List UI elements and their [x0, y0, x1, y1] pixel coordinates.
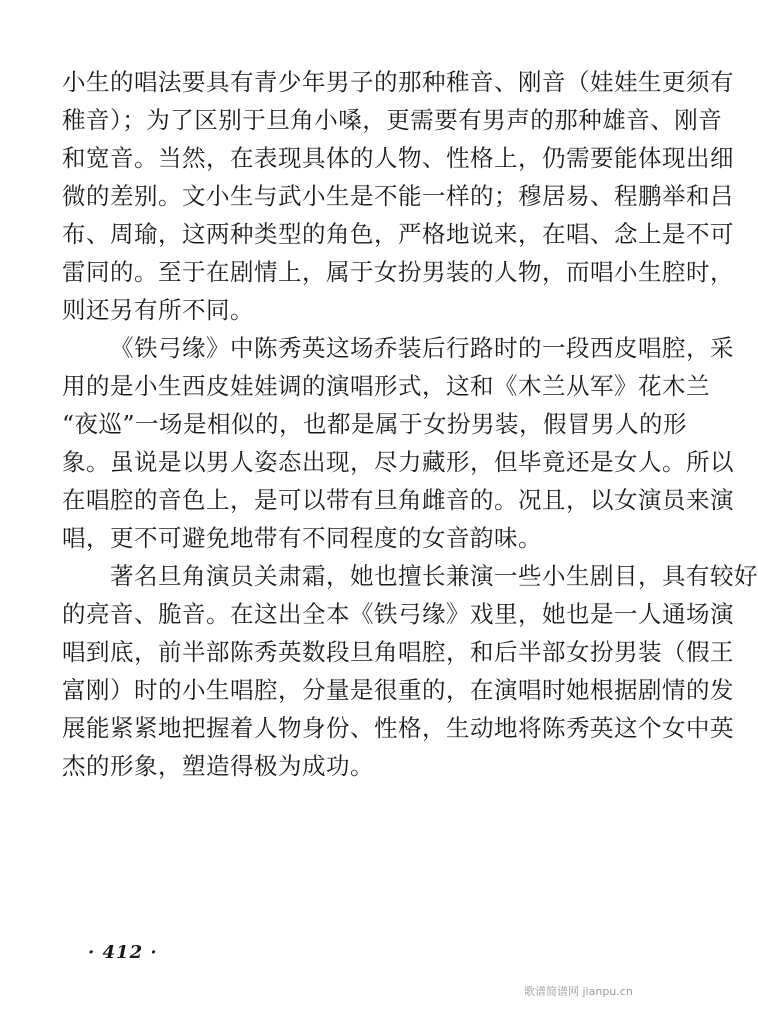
- text-line: 唱到底，前半部陈秀英数段旦角唱腔，和后半部女扮男装（假王: [62, 638, 734, 666]
- text-line: 稚音）；为了区别于旦角小嗓，更需要有男声的那种雄音、刚音: [62, 106, 723, 134]
- text-line: 和宽音。当然，在表现具体的人物、性格上，仍需要能体现出细: [62, 144, 734, 172]
- text-line: 微的差别。文小生与武小生是不能一样的；穆居易、程鹏举和吕: [62, 182, 734, 210]
- text-line: 用的是小生西皮娃娃调的演唱形式，这和《木兰从军》花木兰: [62, 372, 710, 400]
- text-line: 富刚）时的小生唱腔，分量是很重的，在演唱时她根据剧情的发: [62, 676, 734, 704]
- text-line: 杰的形象，塑造得极为成功。: [62, 752, 374, 780]
- text-line: “夜巡”一场是相似的，也都是属于女扮男装，假冒男人的形: [62, 410, 688, 438]
- text-line: 展能紧紧地把握着人物身份、性格，生动地将陈秀英这个女中英: [62, 714, 734, 742]
- text-line: 布、周瑜，这两种类型的角色，严格地说来，在唱、念上是不可: [62, 220, 734, 248]
- text-line: 在唱腔的音色上，是可以带有旦角雌音的。况且，以女演员来演: [62, 486, 734, 514]
- text-line: 《铁弓缘》中陈秀英这场乔装后行路时的一段西皮唱腔，采: [110, 334, 734, 362]
- page-number: · 412 ·: [88, 942, 158, 963]
- text-line: 小生的唱法要具有青少年男子的那种稚音、刚音（娃娃生更须有: [62, 68, 734, 96]
- text-line: 象。虽说是以男人姿态出现，尽力藏形，但毕竟还是女人。所以: [62, 448, 734, 476]
- text-line: 雷同的。至于在剧情上，属于女扮男装的人物，而唱小生腔时，: [62, 258, 734, 286]
- text-line: 唱，更不可避免地带有不同程度的女音韵味。: [62, 524, 542, 552]
- text-line: 则还另有所不同。: [62, 296, 254, 324]
- text-line: 著名旦角演员关肃霜，她也擅长兼演一些小生剧目，具有较好: [110, 562, 758, 590]
- text-line: 的亮音、脆音。在这出全本《铁弓缘》戏里，她也是一人通场演: [62, 600, 734, 628]
- site-watermark: 歌谱简谱网 jianpu.cn: [524, 985, 633, 998]
